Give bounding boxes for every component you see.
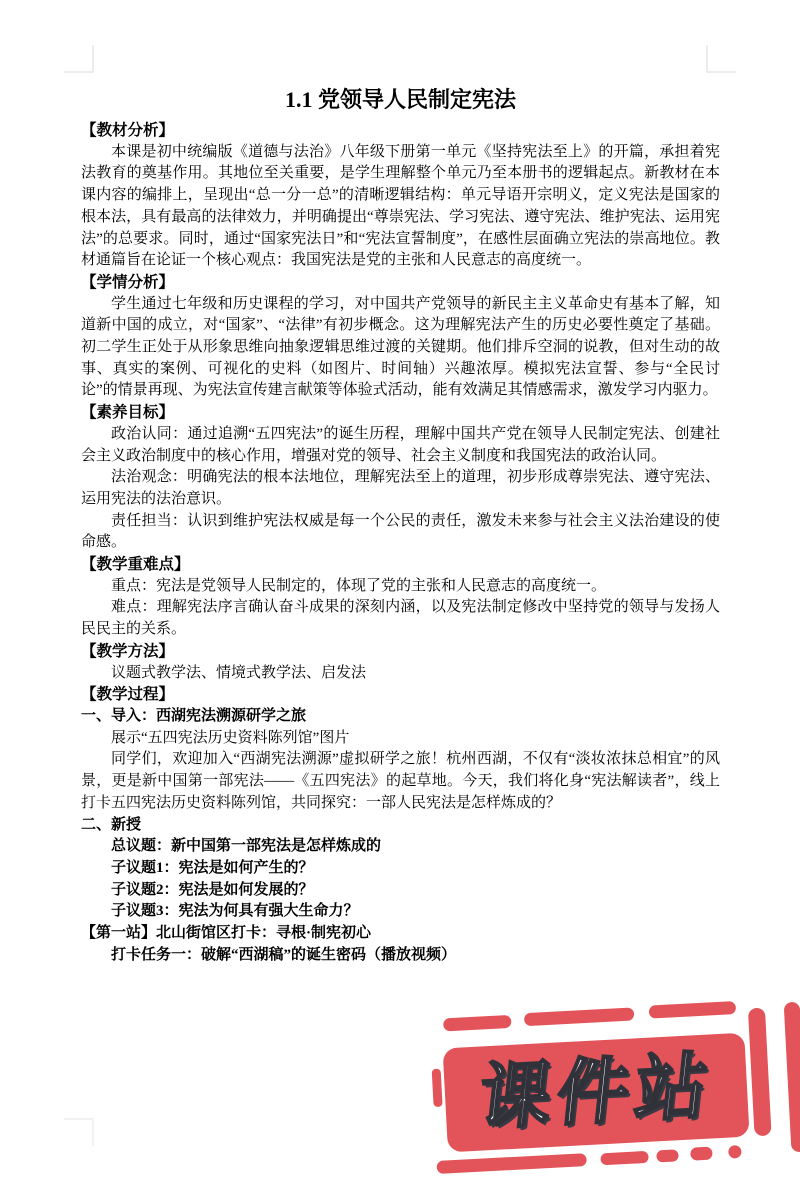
margin-corner-mark-bottom-left xyxy=(64,1118,94,1146)
stamp-frame-stroke xyxy=(524,1007,635,1026)
section xyxy=(81,641,720,684)
section xyxy=(81,120,720,272)
stamp-frame-stroke xyxy=(748,1008,772,1137)
stamp-frame-stroke xyxy=(784,1002,800,1153)
section-heading: 【教学重难点】 xyxy=(81,556,190,574)
section-heading: 【教材分析】 xyxy=(81,122,175,139)
paragraph: 子议题2：宪法是如何发展的？ xyxy=(111,881,314,898)
paragraph: 一、导入：西湖宪法溯源研学之旅 xyxy=(81,707,307,724)
margin-corner-mark-top-right xyxy=(706,45,736,73)
paragraph: 责任担当：认识到维护宪法权威是每一个公民的责任，激发未来参与社会主义法治建设的使命感。 xyxy=(81,512,720,551)
watermark-stamp xyxy=(420,985,800,1196)
paragraph: 难点：理解宪法序言确认奋斗成果的深刻内涵，以及宪法制定修改中坚持党的领导与发扬人民民主的关系。 xyxy=(81,599,720,638)
section xyxy=(81,402,720,554)
paragraph: 本课是初中统编版《道德与法治》八年级下册第一单元《坚持宪法至上》的开篇，承担着宪法教育的奠基作用。其地位至关重要，是学生理解整个单元乃至本册书的逻辑起点。新教材在本课内容的编排上，呈现出“总一分一总”的清晰逻辑结构：单元导语开宗明义，定义宪法是国家的根本法，具有最高的法律效力，并明确提出“尊崇宪法、学习宪法、遵守宪法、维护宪法、运用宪法”的总要求。同时，通过“国家宪法日”和“宪法宣誓制度”，在感性层面确立宪法的崇高地位。教材通篇旨在论证一个核心观点：我国宪法是党的主张和人民意志的高度统一。 xyxy=(81,143,720,269)
stamp-frame-stroke xyxy=(436,1153,586,1174)
stamp-frame-stroke xyxy=(649,1001,737,1019)
stamp-body xyxy=(443,1033,750,1153)
paragraph: 重点：宪法是党领导人民制定的，体现了党的主张和人民意志的高度统一。 xyxy=(111,577,607,594)
stamp-frame-stroke xyxy=(443,1015,512,1032)
paragraph: 学生通过七年级和历史课程的学习，对中国共产党领导的新民主主义革命史有基本了解，知道新中国的成立，对“国家”、“法律”有初步概念。这为理解宪法产生的历史必要性奠定了基础。初二学生正处于从形象思维向抽象逻辑思维过渡的关键期。他们排斥空洞的说教，但对生动的故事、真实的案例、可视化的史料（如图片、时间轴）兴趣浓厚。模拟宪法宣誓、参与“全民讨论”的情景再现、为宪法宣传建言献策等体验式活动，能有效满足其情感需求，激发学习内驱力。 xyxy=(81,295,720,399)
paragraph: 法治观念：明确宪法的根本法地位，理解宪法至上的道理，初步形成尊崇宪法、遵守宪法、运用宪法的法治意识。 xyxy=(81,469,720,507)
section-heading: 【学情分析】 xyxy=(81,273,175,291)
stamp-frame-stroke xyxy=(600,1151,649,1165)
section xyxy=(81,554,720,641)
section xyxy=(81,684,720,966)
section xyxy=(81,272,720,402)
stamp-frame-stroke xyxy=(728,1145,742,1159)
paragraph: 子议题3：宪法为何具有强大生命力？ xyxy=(111,903,359,920)
stamp-frame-stroke xyxy=(690,1147,713,1161)
margin-corner-mark-top-left xyxy=(64,45,94,73)
paragraph: 【第一站】北山街馆区打卡：寻根·制宪初心 xyxy=(81,925,372,942)
paragraph: 同学们，欢迎加入“西湖宪法溯源”虚拟研学之旅！杭州西湖，不仅有“淡妆浓抹总相宜”的风景，更是新中国第一部宪法——《五四宪法》的起草地。今天，我们将化身“宪法解读者”，线上打卡五四宪法历史资料陈列馆，共同探究：一部人民宪法是怎样炼成的？ xyxy=(81,751,720,811)
page-title: 1.1 党领导人民制定宪法 xyxy=(284,87,516,112)
paragraph: 议题式教学法、情境式教学法、启发法 xyxy=(111,664,367,681)
paragraph: 政治认同：通过追溯“五四宪法”的诞生历程，理解中国共产党在领导人民制定宪法、创建社会主义政治制度中的核心作用，增强对党的领导、社会主义制度和我国宪法的政治认同。 xyxy=(81,425,720,464)
paragraph: 总议题：新中国第一部宪法是怎样炼成的 xyxy=(111,838,382,855)
paragraph: 二、新授 xyxy=(81,816,142,833)
section-heading: 【教学过程】 xyxy=(81,686,175,704)
paragraph: 打卡任务一：破解“西湖稿”的诞生密码（播放视频） xyxy=(111,946,457,963)
stamp-frame-stroke xyxy=(656,1149,679,1162)
watermark-text: 课件站 xyxy=(475,1046,718,1139)
paragraph: 展示“五四宪法历史资料陈列馆”图片 xyxy=(111,729,350,746)
section-heading: 【教学方法】 xyxy=(81,642,175,660)
document-content xyxy=(81,84,720,966)
section-heading: 【素养目标】 xyxy=(81,404,175,422)
stamp-frame-stroke xyxy=(432,1069,443,1107)
document-body xyxy=(81,120,720,966)
paragraph: 子议题1：宪法是如何产生的？ xyxy=(111,859,314,876)
